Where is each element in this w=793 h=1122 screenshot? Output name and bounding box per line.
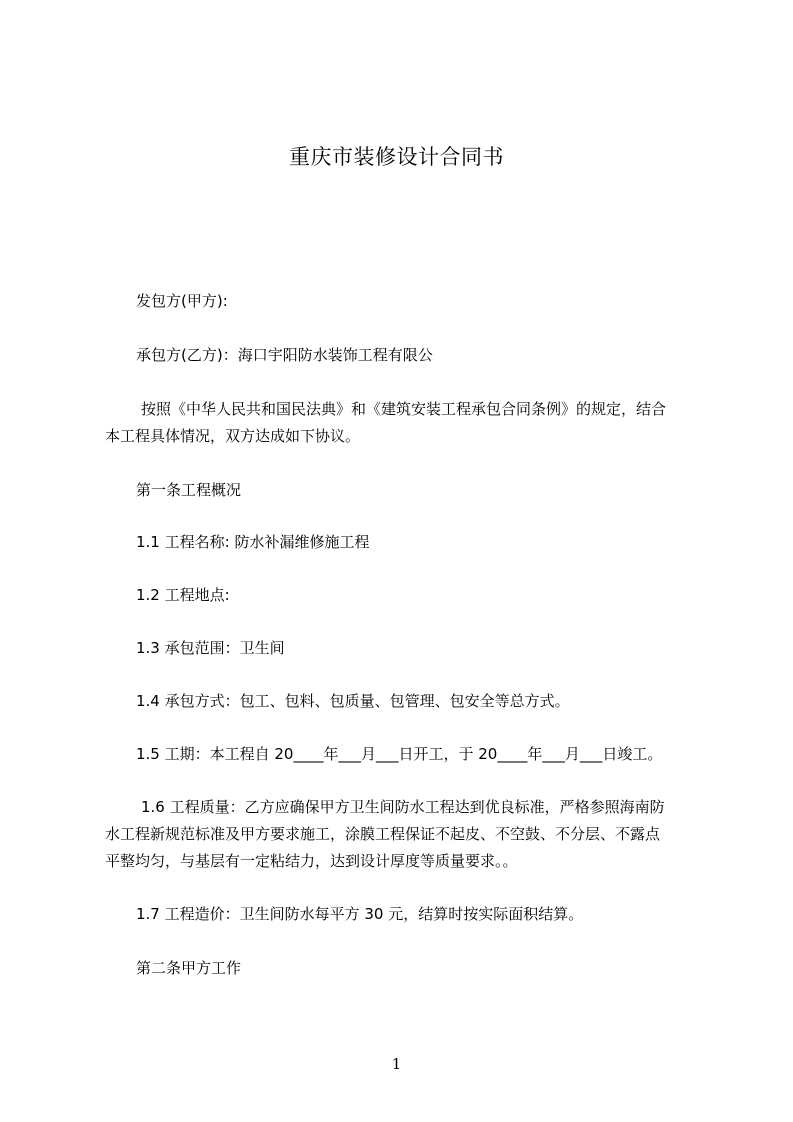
page-number: 1 (391, 1055, 402, 1073)
clause-1-1: 1.1 工程名称: 防水补漏维修施工程 (136, 533, 370, 551)
clause-1-6-line-2: 水工程新规范标准及甲方要求施工，涂膜工程保证不起皮、不空鼓、不分层、不露点 (105, 825, 661, 843)
clause-1-6-line-3: 平整均匀，与基层有一定粘结力，达到设计厚度等质量要求。。 (105, 852, 518, 870)
preamble-line-2: 本工程具体情况，双方达成如下协议。 (105, 427, 361, 445)
article-2-heading: 第二条甲方工作 (136, 959, 242, 977)
clause-1-5: 1.5 工期：本工程自 20____年___月___日开工，于 20____年___月___日竣工。 (136, 745, 663, 763)
document-title: 重庆市装修设计合同书 (289, 145, 504, 169)
article-1-heading: 第一条工程概况 (136, 481, 242, 499)
clause-1-6-line-1: 1.6 工程质量：乙方应确保甲方卫生间防水工程达到优良标准，严格参照海南防 (141, 798, 665, 816)
preamble-line-1: 按照《中华人民共和国民法典》和《建筑安装工程承包合同条例》的规定，结合 (141, 400, 667, 418)
clause-1-3: 1.3 承包范围：卫生间 (136, 639, 285, 657)
clause-1-4: 1.4 承包方式：包工、包料、包质量、包管理、包安全等总方式。 (136, 692, 570, 710)
clause-1-2: 1.2 工程地点: (136, 586, 230, 604)
clause-1-7: 1.7 工程造价：卫生间防水每平方 30 元，结算时按实际面积结算。 (136, 905, 584, 923)
party-a-line: 发包方(甲方): (136, 292, 228, 310)
party-b-line: 承包方(乙方)：海口宇阳防水装饰工程有限公 (136, 346, 433, 364)
